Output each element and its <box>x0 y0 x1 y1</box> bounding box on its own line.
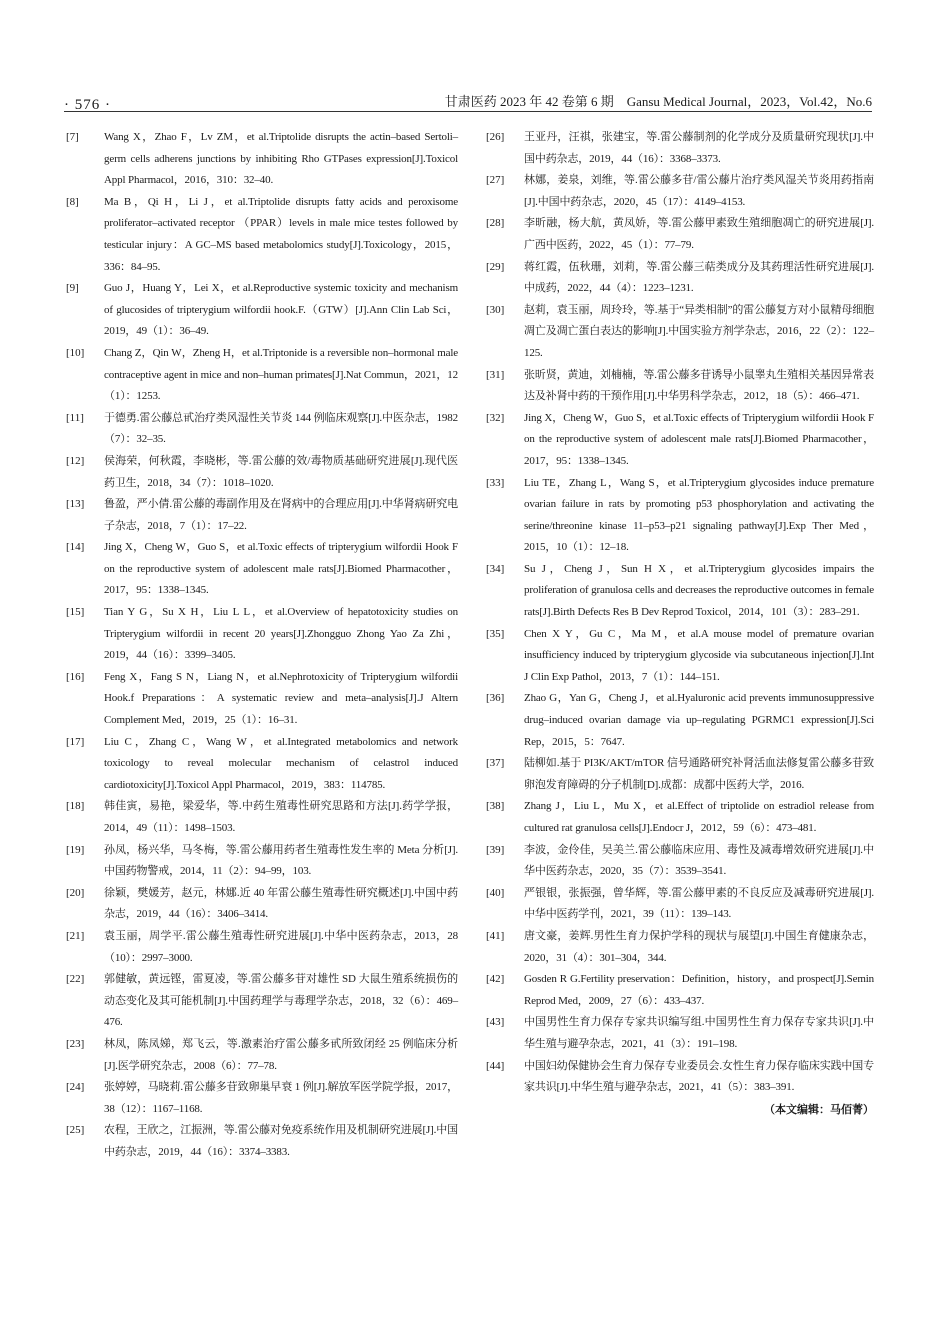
reference-text: 李昕融，杨大航，黄凤娇，等.雷公藤甲素致生殖细胞凋亡的研究进展[J].广西中医药，2022，45（1）：77–79. <box>524 217 874 251</box>
reference-text: Tian Y G，Su X H，Liu L L，et al.Overview of hepatotoxicity studies on Tripterygium wilfordii in recent 20 years[J].Zhongguo Zhong Yao Za Zhi，2019，44（16）：3399–3405. <box>104 606 458 662</box>
reference-number: [32] <box>486 411 505 424</box>
reference-item <box>486 257 874 300</box>
reference-number: [40] <box>486 886 505 899</box>
reference-number: [37] <box>486 757 505 770</box>
reference-number: [30] <box>486 303 505 316</box>
reference-text: 严银银，张振强，曾华辉，等.雷公藤甲素的不良反应及减毒研究进展[J].中华中医药学刊，2021，39（11）：139–143. <box>524 886 874 921</box>
reference-item <box>66 1077 458 1120</box>
reference-item <box>66 667 458 732</box>
reference-item <box>486 753 874 796</box>
reference-list-right <box>486 127 874 1120</box>
reference-number: [8] <box>66 195 79 208</box>
reference-number: [14] <box>66 541 85 554</box>
reference-number: [11] <box>66 411 84 424</box>
reference-text: 蒋红霞，伍秋珊，刘莉，等.雷公藤三萜类成分及其药理活性研究进展[J].中成药，2022，44（4）：1223–1231. <box>524 260 874 295</box>
reference-item <box>486 1056 874 1099</box>
reference-number: [22] <box>66 973 85 986</box>
editor-note: （本文编辑：马佰菁） <box>764 1102 874 1116</box>
reference-number: [23] <box>66 1037 85 1050</box>
reference-item <box>66 796 458 839</box>
reference-number: [34] <box>486 562 505 575</box>
reference-number: [15] <box>66 606 85 619</box>
reference-item <box>66 732 458 797</box>
reference-number: [29] <box>486 260 505 273</box>
reference-item <box>66 278 458 343</box>
reference-text: 于德勇.雷公藤总甙治疗类风湿性关节炎 144 例临床观察[J].中医杂志，1982（7）：32–35. <box>104 411 458 446</box>
reference-item <box>486 365 874 408</box>
reference-item <box>66 602 458 667</box>
reference-item <box>66 1034 458 1077</box>
reference-text: 孙凤，杨兴华，马冬梅，等.雷公藤用药者生殖毒性发生率的 Meta 分析[J].中国药物警戒，2014，11（2）：94–99，103. <box>104 843 458 878</box>
reference-item <box>486 170 874 213</box>
reference-text: 郭健敏，黄远铿，雷夏凌，等.雷公藤多苷对雄性 SD 大鼠生殖系统损伤的动态变化及其可能机制[J].中国药理学与毒理学杂志，2018，32（6）：469–476. <box>104 973 458 1029</box>
reference-text: Guo J，Huang Y，Lei X，et al.Reproductive systemic toxicity and mechanism of glucosides of tripterygium wilfordii hook.F.（GTW）[J].Ann Clin Lab Sci，2019，49（1）：36–49. <box>104 282 458 338</box>
reference-number: [18] <box>66 800 85 813</box>
reference-item <box>66 451 458 494</box>
reference-text: 侯海荣，何秋霞，李晓彬，等.雷公藤的效/毒物质基础研究进展[J].现代医药卫生，2018，34（7）：1018–1020. <box>104 454 458 489</box>
reference-item <box>66 408 458 451</box>
reference-number: [42] <box>486 973 505 986</box>
reference-number: [7] <box>66 131 79 143</box>
reference-text: Zhang J，Liu L，Mu X，et al.Effect of triptolide on estradiol release from cultured rat granulosa cells[J].Endocr J，2012，59（6）：473–481. <box>524 800 874 834</box>
reference-text: 李波，金伶佳，吴美兰.雷公藤临床应用、毒性及减毒增效研究进展[J].中华中医药杂志，2020，35（7）：3539–3541. <box>524 843 874 878</box>
reference-text: 袁玉丽，周学平.雷公藤生殖毒性研究进展[J].中华中医药杂志，2013，28（10）：2997–3000. <box>104 929 458 964</box>
reference-item <box>66 883 458 926</box>
reference-item <box>486 926 874 969</box>
reference-text: Liu TE，Zhang L，Wang S，et al.Tripterygium glycosides induce premature ovarian failure in rats by promoting p53 phosphorylation and activating the serine/threonine kinase 11–p53–p21 signaling pathway[J].Exp Ther Med，2015，10（1）：12–18. <box>524 476 874 554</box>
reference-item <box>486 1012 874 1055</box>
reference-text: 中国男性生育力保存专家共识编写组.中国男性生育力保存专家共识[J].中华生殖与避孕杂志，2021，41（3）：191–198. <box>524 1016 874 1050</box>
reference-item <box>486 624 874 689</box>
reference-text: 徐颖，樊媛芳，赵元，林娜.近 40 年雷公藤生殖毒性研究概述[J].中国中药杂志，2019，44（16）：3406–3414. <box>104 886 458 921</box>
reference-text: Gosden R G.Fertility preservation：Definition，history，and prospect[J].Semin Reprod Med，2009，27（6）：433–437. <box>524 973 874 1007</box>
reference-number: [9] <box>66 282 79 295</box>
reference-item <box>66 969 458 1034</box>
reference-number: [16] <box>66 670 85 683</box>
reference-number: [12] <box>66 454 85 467</box>
reference-item <box>66 343 458 408</box>
reference-number: [35] <box>486 627 505 640</box>
reference-number: [17] <box>66 735 85 748</box>
reference-number: [44] <box>486 1059 505 1072</box>
reference-text: Chen X Y，Gu C，Ma M，et al.A mouse model of premature ovarian insufficiency induced by tripterygium glycoside via subcutaneous injection[J].Int J Clin Exp Pathol，2013，7（1）：144–151. <box>524 627 874 683</box>
reference-item <box>486 688 874 753</box>
reference-number: [36] <box>486 692 505 705</box>
reference-number: [24] <box>66 1081 85 1094</box>
reference-number: [13] <box>66 498 85 511</box>
reference-number: [20] <box>66 886 85 899</box>
reference-text: 林凤，陈凤娣，郑飞云，等.激素治疗雷公藤多甙所致闭经 25 例临床分析[J].医学研究杂志，2008（6）：77–78. <box>104 1037 458 1072</box>
reference-text: Liu C，Zhang C，Wang W，et al.Integrated metabolomics and network toxicology to reveal molecular mechanism of celastrol induced cardiotoxicity[J].Toxicol Appl Pharmacol，2019，383：114785. <box>104 735 458 791</box>
reference-item <box>486 969 874 1012</box>
reference-text: 陆柳如.基于 PI3K/AKT/mTOR 信号通路研究补肾活血法修复雷公藤多苷致卵泡发育障碍的分子机制[D].成都：成都中医药大学，2016. <box>524 757 874 791</box>
reference-item <box>486 473 874 559</box>
reference-text: 韩佳寅，易艳，梁爱华，等.中药生殖毒性研究思路和方法[J].药学学报，2014，49（11）：1498–1503. <box>104 800 458 834</box>
reference-text: Ma B，Qi H，Li J，et al.Triptolide disrupts fatty acids and peroxisome proliferator–activated receptor （PPAR）levels in male mice testes followed by testicular injury：A GC–MS based metabolomics study[J].Toxicology，2015，336：84–95. <box>104 195 458 273</box>
reference-text: Su J，Cheng J，Sun H X，et al.Tripterygium glycosides impairs the proliferation of granulosa cells and decreases the reproductive outcomes in female rats[J].Birth Defects Res B Dev Reprod Toxicol，2014，101（3）：283–291. <box>524 562 874 619</box>
reference-number: [33] <box>486 476 505 489</box>
reference-number: [31] <box>486 368 505 381</box>
reference-number: [10] <box>66 346 85 359</box>
reference-item <box>66 1120 458 1163</box>
reference-text: 中国妇幼保健协会生育力保存专业委员会.女性生育力保存临床实践中国专家共识[J].中华生殖与避孕杂志，2021，41（5）：383–391. <box>524 1059 874 1094</box>
reference-number: [26] <box>486 131 505 143</box>
reference-item <box>486 213 874 256</box>
reference-text: 赵莉，袁玉丽，周玲玲，等.基于“异类相制”的雷公藤复方对小鼠精母细胞凋亡及凋亡蛋白表达的影响[J].中国实验方剂学杂志，2016，22（2）：122–125. <box>524 303 874 359</box>
reference-number: [19] <box>66 843 85 856</box>
reference-number: [27] <box>486 174 505 187</box>
reference-item <box>66 127 458 192</box>
reference-text: Chang Z，Qin W，Zheng H，et al.Triptonide is a reversible non–hormonal male contraceptive agent in mice and non–human primates[J].Nat Commun，2021，12（1）：1253. <box>104 346 458 403</box>
reference-item <box>486 840 874 883</box>
reference-item <box>486 408 874 473</box>
reference-text: 农程，王欣之，江振洲，等.雷公藤对免疫系统作用及机制研究进展[J].中国中药杂志，2019，44（16）：3374–3383. <box>104 1124 458 1158</box>
reference-item <box>66 537 458 602</box>
reference-text: 林娜，姜泉，刘维，等.雷公藤多苷/雷公藤片治疗类风湿关节炎用药指南[J].中国中药杂志，2020，45（17）：4149–4153. <box>524 174 874 208</box>
reference-item <box>66 494 458 537</box>
reference-text: Zhao G，Yan G，Cheng J，et al.Hyaluronic acid prevents immunosuppressive drug–induced ovarian damage via up–regulating PGRMC1 expression[J].Sci Rep，2015，5：7647. <box>524 692 874 748</box>
reference-item <box>66 840 458 883</box>
header-rule <box>64 111 872 112</box>
reference-number: [28] <box>486 217 505 230</box>
reference-number: [38] <box>486 800 505 813</box>
reference-text: Feng X，Fang S N，Liang N，et al.Nephrotoxicity of Tripterygium wilfordii Hook.f Preparations：A systematic review and meta–analysis[J].J Altern Complement Med，2019，25（1）：16–31. <box>104 670 458 727</box>
reference-item <box>486 796 874 839</box>
reference-number: [43] <box>486 1016 505 1029</box>
reference-number: [39] <box>486 843 505 856</box>
reference-item <box>486 300 874 365</box>
reference-item <box>66 926 458 969</box>
reference-item <box>486 559 874 624</box>
reference-item <box>486 127 874 170</box>
reference-text: Jing X，Cheng W，Guo S，et al.Toxic effects of Tripterygium wilfordii Hook F on the reproductive system of adolescent male rats[J].Biomed Pharmacother，2017，95：1338–1345. <box>524 411 874 467</box>
reference-text: 唐文豪，姜辉.男性生育力保护学科的现状与展望[J].中国生育健康杂志，2020，31（4）：301–304，344. <box>524 929 874 964</box>
reference-number: [41] <box>486 929 505 942</box>
page-number: · 576 · <box>64 97 111 113</box>
reference-number: [21] <box>66 929 85 942</box>
reference-text: 张婷婷，马晓莉.雷公藤多苷致卵巢早衰 1 例[J].解放军医学院学报，2017，38（12）：1167–1168. <box>104 1081 458 1115</box>
reference-text: 王亚丹，汪祺，张建宝，等.雷公藤制剂的化学成分及质量研究现状[J].中国中药杂志，2019，44（16）：3368–3373. <box>524 131 874 165</box>
reference-text: Wang X，Zhao F，Lv ZM，et al.Triptolide disrupts the actin–based Sertoli–germ cells adherens junctions by inhibiting Rho GTPases expression[J].Toxicol Appl Pharmacol，2016，310：32–40. <box>104 131 458 187</box>
reference-text: Jing X，Cheng W，Guo S，et al.Toxic effects of tripterygium wilfordii Hook F on the reproductive system of adolescent male rats[J].Biomed Pharmacother，2017，95：1338–1345. <box>104 541 458 597</box>
running-header: 甘肃医药 2023 年 42 卷第 6 期 Gansu Medical Journal，2023，Vol.42，No.6 <box>444 94 872 109</box>
reference-item <box>66 192 458 278</box>
reference-text: 张昕贤，黄迪，刘楠楠，等.雷公藤多苷诱导小鼠睾丸生殖相关基因异常表达及补肾中药的干预作用[J].中华男科学杂志，2012，18（5）：466–471. <box>524 368 874 403</box>
reference-item <box>486 883 874 926</box>
reference-list-left <box>66 127 458 1164</box>
reference-text: 鲁盈，严小倩.雷公藤的毒副作用及在肾病中的合理应用[J].中华肾病研究电子杂志，2018，7（1）：17–22. <box>104 498 458 532</box>
reference-number: [25] <box>66 1124 85 1137</box>
